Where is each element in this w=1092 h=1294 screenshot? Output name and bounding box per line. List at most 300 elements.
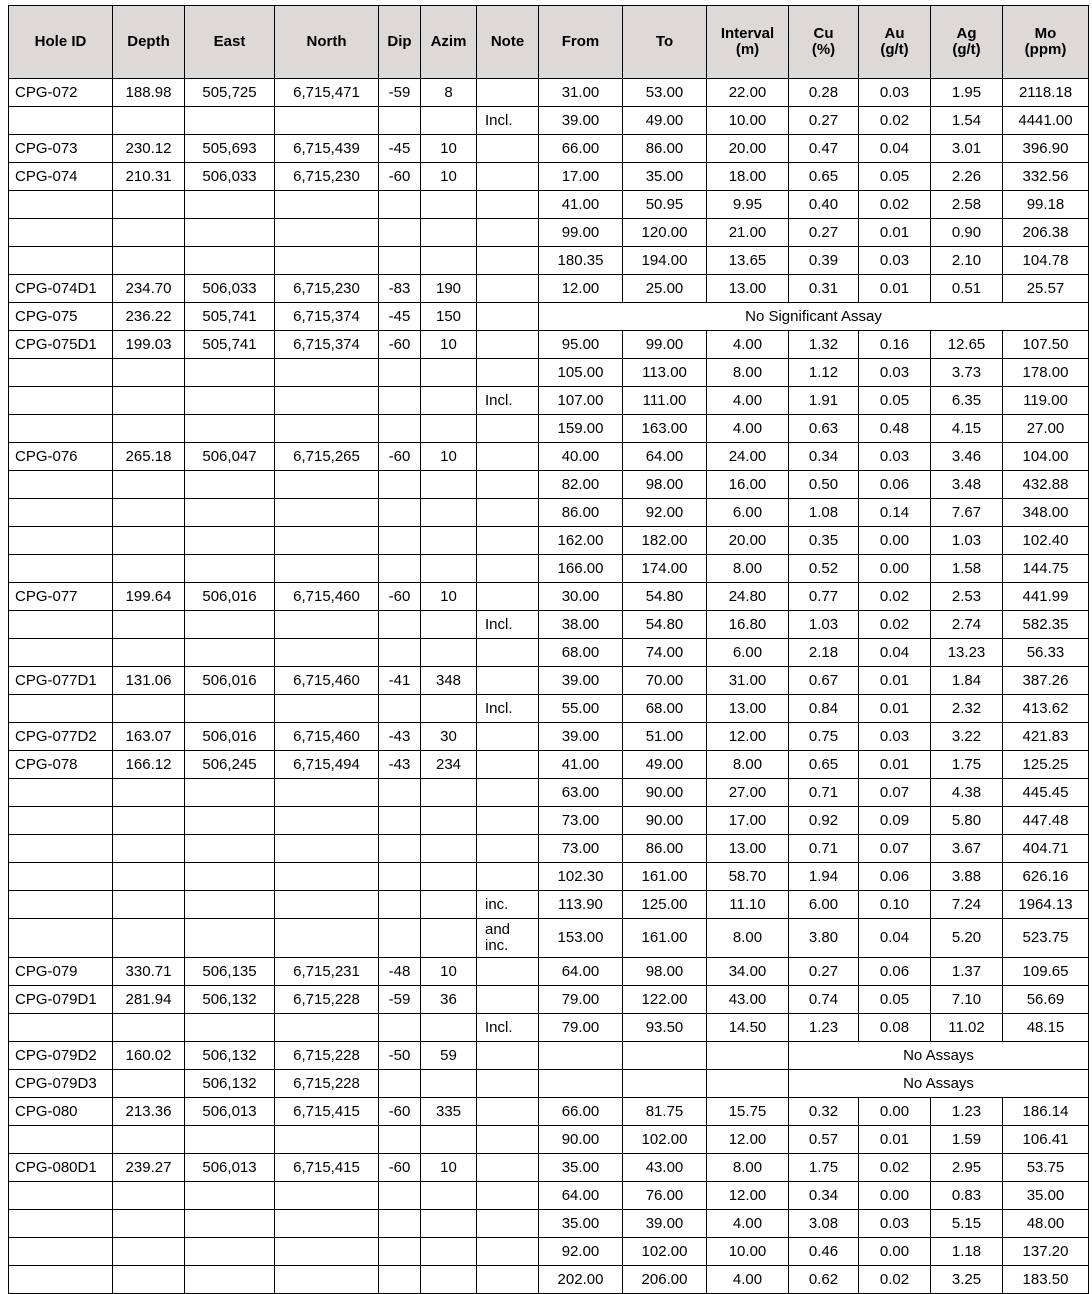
cell-to: 92.00 [623,499,707,527]
cell-east [185,387,275,415]
cell-east [185,359,275,387]
table-header [9,6,1089,79]
cell-north [275,1266,379,1294]
cell-ag: 13.23 [931,639,1003,667]
header-from: From [539,6,623,79]
table-row [9,247,1089,275]
cell-interval: 21.00 [707,219,789,247]
cell-north: 6,715,228 [275,986,379,1014]
cell-north [275,415,379,443]
header-row [9,6,1089,79]
cell-depth [113,107,185,135]
header-note: Note [477,6,539,79]
cell-depth [113,1182,185,1210]
cell-north: 6,715,415 [275,1098,379,1126]
cell-depth [113,919,185,958]
cell-to: 120.00 [623,219,707,247]
cell-note: and inc. [477,919,539,958]
cell-cu: 2.18 [789,639,859,667]
cell-ag: 2.74 [931,611,1003,639]
cell-depth: 160.02 [113,1042,185,1070]
cell-au: 0.04 [859,919,931,958]
cell-au: 0.05 [859,387,931,415]
cell-from: 79.00 [539,1014,623,1042]
cell-interval: 24.00 [707,443,789,471]
cell-east: 506,016 [185,583,275,611]
cell-au: 0.16 [859,331,931,359]
cell-interval: 17.00 [707,807,789,835]
cell-ag: 7.67 [931,499,1003,527]
cell-east [185,247,275,275]
cell-interval: 58.70 [707,863,789,891]
cell-hole [9,387,113,415]
cell-depth [113,639,185,667]
cell-mo: 332.56 [1003,163,1089,191]
cell-north [275,891,379,919]
cell-from: 55.00 [539,695,623,723]
header-dip: Dip [379,6,421,79]
cell-to: 99.00 [623,331,707,359]
cell-mo: 432.88 [1003,471,1089,499]
table-row [9,891,1089,919]
cell-interval: 31.00 [707,667,789,695]
cell-note [477,1154,539,1182]
cell-dip [379,807,421,835]
cell-cu: 1.94 [789,863,859,891]
cell-note: Incl. [477,107,539,135]
cell-hole [9,611,113,639]
cell-ag: 7.10 [931,986,1003,1014]
cell-east: 506,016 [185,723,275,751]
table-row [9,986,1089,1014]
table-row [9,331,1089,359]
cell-au: 0.00 [859,527,931,555]
cell-au: 0.03 [859,723,931,751]
cell-from: 95.00 [539,331,623,359]
cell-north [275,107,379,135]
cell-interval: 4.00 [707,387,789,415]
cell-dip [379,471,421,499]
table-row [9,219,1089,247]
cell-ag: 11.02 [931,1014,1003,1042]
cell-cu: 0.71 [789,779,859,807]
cell-hole [9,639,113,667]
cell-hole: CPG-077 [9,583,113,611]
cell-north: 6,715,228 [275,1070,379,1098]
cell-ag: 4.38 [931,779,1003,807]
cell-ag: 2.32 [931,695,1003,723]
cell-to: 161.00 [623,863,707,891]
cell-hole [9,807,113,835]
cell-mo: 1964.13 [1003,891,1089,919]
cell-depth [113,1266,185,1294]
cell-east [185,863,275,891]
cell-east: 506,135 [185,958,275,986]
cell-east: 506,013 [185,1098,275,1126]
header-depth: Depth [113,6,185,79]
cell-from: 90.00 [539,1126,623,1154]
cell-from: 38.00 [539,611,623,639]
cell-au: 0.00 [859,1238,931,1266]
cell-to: 81.75 [623,1098,707,1126]
cell-dip [379,1014,421,1042]
cell-hole [9,1266,113,1294]
cell-note [477,1098,539,1126]
table-row [9,79,1089,107]
table-row [9,611,1089,639]
cell-to: 70.00 [623,667,707,695]
cell-cu: 0.46 [789,1238,859,1266]
cell-north [275,1210,379,1238]
cell-mo: 104.78 [1003,247,1089,275]
cell-interval: 8.00 [707,359,789,387]
cell-from: 105.00 [539,359,623,387]
cell-dip [379,919,421,958]
cell-north: 6,715,230 [275,163,379,191]
cell-to: 49.00 [623,751,707,779]
cell-cu: 0.71 [789,835,859,863]
header-au: Au (g/t) [859,6,931,79]
cell-to: 206.00 [623,1266,707,1294]
cell-cu: 0.92 [789,807,859,835]
cell-note [477,667,539,695]
cell-note [477,527,539,555]
cell-cu: 0.57 [789,1126,859,1154]
cell-north [275,1238,379,1266]
cell-cu: 3.08 [789,1210,859,1238]
cell-north [275,835,379,863]
table-row [9,958,1089,986]
cell-hole: CPG-072 [9,79,113,107]
cell-cu: 1.03 [789,611,859,639]
cell-depth [113,387,185,415]
cell-depth: 239.27 [113,1154,185,1182]
cell-note [477,958,539,986]
cell-from: 63.00 [539,779,623,807]
cell-dip [379,1070,421,1098]
table-row [9,1126,1089,1154]
cell-mo: 144.75 [1003,555,1089,583]
cell-hole [9,247,113,275]
cell-au: 0.08 [859,1014,931,1042]
cell-cu: 0.65 [789,751,859,779]
cell-depth: 199.03 [113,331,185,359]
cell-from: 41.00 [539,191,623,219]
cell-azim: 10 [421,331,477,359]
cell-north [275,919,379,958]
cell-interval: 16.00 [707,471,789,499]
cell-east [185,527,275,555]
cell-au: 0.14 [859,499,931,527]
cell-from: 82.00 [539,471,623,499]
cell-cu: 0.32 [789,1098,859,1126]
cell-azim [421,891,477,919]
cell-au: 0.06 [859,471,931,499]
cell-from: 35.00 [539,1154,623,1182]
cell-from: 64.00 [539,958,623,986]
cell-to: 53.00 [623,79,707,107]
cell-depth [113,891,185,919]
cell-dip: -83 [379,275,421,303]
cell-dip: -43 [379,751,421,779]
cell-north: 6,715,439 [275,135,379,163]
cell-to: 113.00 [623,359,707,387]
cell-depth: 188.98 [113,79,185,107]
cell-cu: 0.34 [789,443,859,471]
cell-ag: 1.23 [931,1098,1003,1126]
cell-hole: CPG-080D1 [9,1154,113,1182]
cell-au: 0.01 [859,667,931,695]
cell-from: 31.00 [539,79,623,107]
cell-ag: 1.18 [931,1238,1003,1266]
header-mo: Mo (ppm) [1003,6,1089,79]
header-hole-id: Hole ID [9,6,113,79]
cell-east [185,695,275,723]
cell-ag: 1.95 [931,79,1003,107]
cell-to: 50.95 [623,191,707,219]
cell-azim [421,1182,477,1210]
cell-north [275,1182,379,1210]
cell-from: 41.00 [539,751,623,779]
cell-mo: 183.50 [1003,1266,1089,1294]
table-row [9,163,1089,191]
cell-azim [421,555,477,583]
cell-azim: 10 [421,443,477,471]
cell-depth [113,1126,185,1154]
cell-ag: 3.25 [931,1266,1003,1294]
table-row [9,1238,1089,1266]
cell-note [477,583,539,611]
cell-azim [421,1266,477,1294]
cell-dip [379,415,421,443]
cell-hole [9,1238,113,1266]
cell-cu: 0.77 [789,583,859,611]
cell-north [275,779,379,807]
cell-north: 6,715,374 [275,331,379,359]
cell-hole [9,835,113,863]
cell-mo: 106.41 [1003,1126,1089,1154]
cell-mo: 178.00 [1003,359,1089,387]
cell-mo: 4441.00 [1003,107,1089,135]
cell-dip: -45 [379,135,421,163]
cell-ag: 12.65 [931,331,1003,359]
cell-cu: 0.52 [789,555,859,583]
cell-note [477,135,539,163]
cell-ag: 1.75 [931,751,1003,779]
cell-hole: CPG-076 [9,443,113,471]
cell-to: 51.00 [623,723,707,751]
cell-from: 35.00 [539,1210,623,1238]
cell-au: 0.03 [859,79,931,107]
cell-interval: 14.50 [707,1014,789,1042]
cell-note [477,835,539,863]
cell-cu: 0.31 [789,275,859,303]
cell-au: 0.01 [859,695,931,723]
cell-east [185,835,275,863]
drill-results-table [8,5,1089,1294]
cell-from: 66.00 [539,1098,623,1126]
cell-azim [421,107,477,135]
cell-dip: -60 [379,331,421,359]
cell-azim: 10 [421,135,477,163]
cell-north: 6,715,231 [275,958,379,986]
cell-mo: 445.45 [1003,779,1089,807]
cell-dip: -60 [379,583,421,611]
cell-dip [379,219,421,247]
cell-ag: 0.51 [931,275,1003,303]
table-row [9,415,1089,443]
table-row [9,723,1089,751]
cell-to: 111.00 [623,387,707,415]
cell-au: 0.00 [859,1182,931,1210]
cell-azim: 348 [421,667,477,695]
cell-dip [379,695,421,723]
cell-dip: -60 [379,1098,421,1126]
cell-hole [9,779,113,807]
cell-depth [113,555,185,583]
cell-depth: 330.71 [113,958,185,986]
cell-hole [9,919,113,958]
cell-from [539,1042,623,1070]
cell-azim [421,779,477,807]
cell-hole [9,499,113,527]
cell-note [477,79,539,107]
table-row [9,667,1089,695]
cell-hole [9,695,113,723]
cell-hole [9,555,113,583]
cell-north [275,527,379,555]
cell-mo: 99.18 [1003,191,1089,219]
cell-cu: 0.27 [789,107,859,135]
cell-depth: 236.22 [113,303,185,331]
cell-cu: 6.00 [789,891,859,919]
cell-ag: 2.10 [931,247,1003,275]
cell-east: 506,132 [185,986,275,1014]
cell-interval: 10.00 [707,107,789,135]
cell-note [477,303,539,331]
cell-azim [421,919,477,958]
cell-east [185,1182,275,1210]
cell-east: 506,132 [185,1070,275,1098]
cell-dip [379,107,421,135]
cell-note [477,1210,539,1238]
cell-dip: -48 [379,958,421,986]
cell-to: 86.00 [623,135,707,163]
cell-to: 98.00 [623,958,707,986]
cell-mo: 107.50 [1003,331,1089,359]
header-east: East [185,6,275,79]
cell-mo: 48.15 [1003,1014,1089,1042]
header-to: To [623,6,707,79]
cell-cu: 0.34 [789,1182,859,1210]
cell-interval: 8.00 [707,1154,789,1182]
header-cu: Cu (%) [789,6,859,79]
cell-north: 6,715,265 [275,443,379,471]
cell-to: 93.50 [623,1014,707,1042]
cell-north: 6,715,228 [275,1042,379,1070]
cell-depth [113,191,185,219]
cell-note [477,247,539,275]
cell-note [477,499,539,527]
cell-dip [379,1266,421,1294]
table-row [9,191,1089,219]
cell-azim [421,639,477,667]
cell-note [477,415,539,443]
cell-interval: 15.75 [707,1098,789,1126]
cell-au: 0.10 [859,891,931,919]
cell-depth: 234.70 [113,275,185,303]
cell-to: 25.00 [623,275,707,303]
cell-to: 122.00 [623,986,707,1014]
cell-mo: 53.75 [1003,1154,1089,1182]
cell-au: 0.02 [859,1266,931,1294]
cell-east [185,219,275,247]
cell-au: 0.01 [859,275,931,303]
cell-cu: 1.23 [789,1014,859,1042]
cell-from: 102.30 [539,863,623,891]
cell-to: 43.00 [623,1154,707,1182]
cell-azim [421,359,477,387]
cell-to: 68.00 [623,695,707,723]
cell-au: 0.04 [859,135,931,163]
cell-to: 35.00 [623,163,707,191]
cell-to: 54.80 [623,583,707,611]
cell-ag: 1.54 [931,107,1003,135]
table-row [9,1154,1089,1182]
cell-mo: 56.69 [1003,986,1089,1014]
cell-ag: 5.80 [931,807,1003,835]
cell-cu: 0.35 [789,527,859,555]
cell-mo: 137.20 [1003,1238,1089,1266]
cell-cu: 0.63 [789,415,859,443]
table-row [9,835,1089,863]
cell-dip: -45 [379,303,421,331]
cell-from: 99.00 [539,219,623,247]
cell-north [275,191,379,219]
table-row [9,779,1089,807]
cell-azim [421,807,477,835]
table-body [9,79,1089,1294]
cell-interval: 24.80 [707,583,789,611]
cell-au: 0.07 [859,835,931,863]
cell-au: 0.04 [859,639,931,667]
cell-interval: 8.00 [707,555,789,583]
cell-to: 74.00 [623,639,707,667]
table-row [9,919,1089,958]
cell-au: 0.00 [859,1098,931,1126]
cell-interval: 12.00 [707,723,789,751]
cell-dip [379,1210,421,1238]
cell-interval: 8.00 [707,919,789,958]
cell-east: 506,013 [185,1154,275,1182]
cell-mo: 48.00 [1003,1210,1089,1238]
cell-mo: 348.00 [1003,499,1089,527]
cell-depth: 199.64 [113,583,185,611]
cell-mo: 186.14 [1003,1098,1089,1126]
cell-note [477,779,539,807]
table-row [9,1266,1089,1294]
cell-hole: CPG-074 [9,163,113,191]
cell-note [477,807,539,835]
cell-dip [379,1126,421,1154]
cell-east [185,499,275,527]
cell-depth [113,527,185,555]
table-row [9,135,1089,163]
cell-azim: 10 [421,583,477,611]
cell-dip [379,611,421,639]
cell-dip [379,863,421,891]
cell-to [623,1070,707,1098]
